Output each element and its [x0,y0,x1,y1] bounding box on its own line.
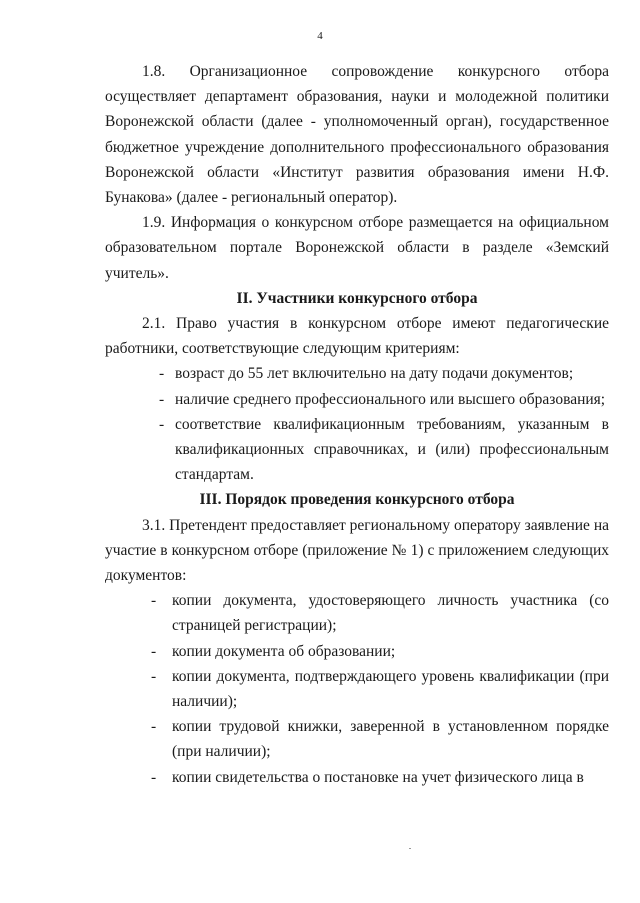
dash-bullet: - [159,365,165,383]
section-heading-participants: II. Участники конкурсного отбора [236,289,478,307]
list-item-text: наличие среднего профессионального или высшего образования; [175,390,606,408]
paragraph-1-8: 1.8. Организационное сопровождение конкурсного отбора осуществляет департамент образования, науки и молодежной политики Воронежской области (далее - уполномоченный орган), государственное бюджетное учреждение дополнительного профессионального образования Воронежской области «Институт развития образования имени Н.Ф. Бунакова» (далее - региональный оператор). [105,63,609,207]
list-item [105,714,609,764]
documents-list [105,588,609,790]
list-item [105,412,609,488]
page-number: 4 [317,30,323,42]
list-item [105,588,609,638]
list-item [105,765,609,790]
list-item-text: копии документа об образовании; [172,642,396,660]
list-item [105,664,609,714]
list-item [105,361,609,386]
dash-bullet: - [151,592,157,610]
criteria-list [105,361,609,487]
list-item [105,639,609,664]
list-item-text: возраст до 55 лет включительно на дату подачи документов; [175,365,574,383]
list-item-text: соответствие квалификационным требованиям, указанным в квалификационных справочниках, и (или) профессиональным стандартам. [175,415,609,484]
dash-bullet: - [151,768,157,786]
dash-bullet: - [151,642,157,660]
list-item-text: копии трудовой книжки, заверенной в установленном порядке (при наличии); [172,718,609,761]
document-body [105,59,609,790]
list-item [105,387,609,412]
dash-bullet: - [151,667,157,685]
scan-speck [409,848,411,849]
dash-bullet: - [159,390,165,408]
paragraph-3-1: 3.1. Претендент предоставляет региональному оператору заявление на участие в конкурсном отборе (приложение № 1) с приложением следующих документов: [105,516,609,585]
list-item-text: копии свидетельства о постановке на учет физического лица в [172,768,584,786]
paragraph-1-9: 1.9. Информация о конкурсном отборе размещается на официальном образовательном портале Воронежской области в разделе «Земский учитель». [105,214,609,282]
dash-bullet: - [151,718,157,736]
list-item-text: копии документа, удостоверяющего личность участника (со страницей регистрации); [172,592,609,635]
dash-bullet: - [159,415,165,433]
list-item-text: копии документа, подтверждающего уровень квалификации (при наличии); [172,667,609,711]
section-heading-procedure: III. Порядок проведения конкурсного отбора [199,491,515,509]
paragraph-2-1: 2.1. Право участия в конкурсном отборе имеют педагогические работники, соответствующие следующим критериям: [105,315,609,358]
